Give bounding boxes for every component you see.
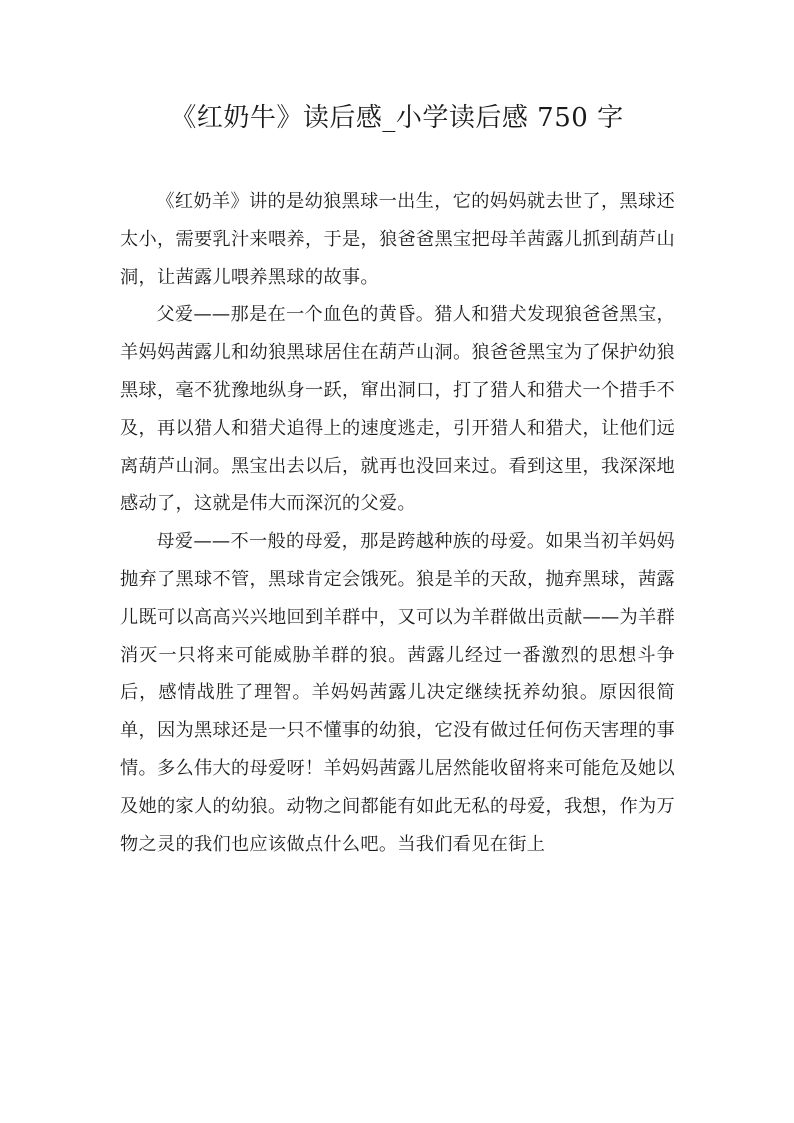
paragraph-father-love: 父爱——那是在一个血色的黄昏。猎人和猎犬发现狼爸爸黑宝，羊妈妈茜露儿和幼狼黑球居住在葫芦山洞。狼爸爸黑宝为了保护幼狼黑球，毫不犹豫地纵身一跃，窜出洞口，打了猎人和猎犬一个措手不及，再以猎人和猎犬追得上的速度逃走，引开猎人和猎犬，让他们远离葫芦山洞。黑宝出去以后，就再也没回来过。看到这里，我深深地感动了，这就是伟大而深沉的父爱。	[120, 304, 675, 515]
paragraph-intro: 《红奶羊》讲的是幼狼黑球一出生，它的妈妈就去世了，黑球还太小，需要乳汁来喂养，于是，狼爸爸黑宝把母羊茜露儿抓到葫芦山洞，让茜露儿喂养黑球的故事。	[120, 191, 675, 288]
page-title: 《红奶牛》读后感_小学读后感 750 字	[170, 103, 624, 133]
paragraph-mother-love: 母爱——不一般的母爱，那是跨越种族的母爱。如果当初羊妈妈抛弃了黑球不管，黑球肯定会饿死。狼是羊的天敌，抛弃黑球，茜露儿既可以高高兴兴地回到羊群中，又可以为羊群做出贡献——为羊群消灭一只将来可能威胁羊群的狼。茜露儿经过一番激烈的思想斗争后，感情战胜了理智。羊妈妈茜露儿决定继续抚养幼狼。原因很简单，因为黑球还是一只不懂事的幼狼，它没有做过任何伤天害理的事情。多么伟大的母爱呀！羊妈妈茜露儿居然能收留将来可能危及她以及她的家人的幼狼。动物之间都能有如此无私的母爱，我想，作为万物之灵的我们也应该做点什么吧。当我们看见在街上	[120, 531, 675, 855]
document-body	[120, 183, 675, 863]
